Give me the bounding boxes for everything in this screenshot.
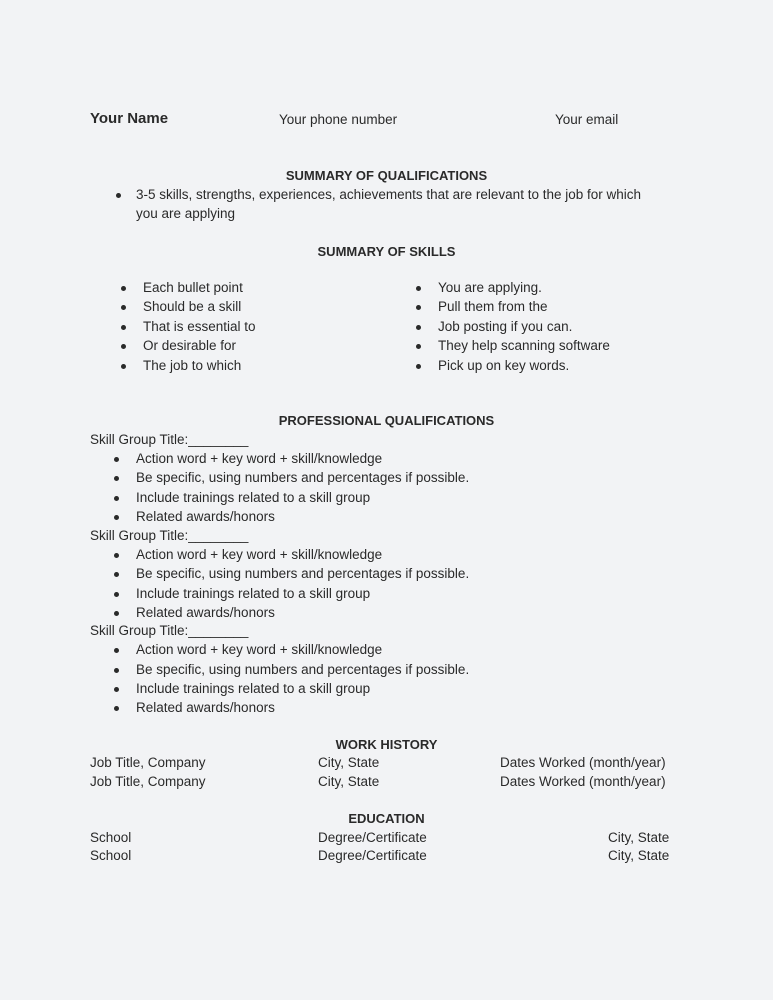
section-title-professional-qualifications: PROFESSIONAL QUALIFICATIONS (278, 413, 495, 428)
bullet-icon (114, 572, 119, 577)
job-dates: Dates Worked (month/year) (500, 774, 666, 789)
skill-item: Each bullet point (143, 280, 243, 295)
phone-number: Your phone number (279, 112, 398, 127)
qualification-bullet: Include trainings related to a skill group (136, 586, 371, 601)
skill-item: Pull them from the (438, 299, 548, 314)
skill-group-title: Skill Group Title:________ (90, 432, 249, 447)
qualification-line: 3-5 skills, strengths, experiences, achievements that are relevant to the job for which (136, 187, 642, 202)
bullet-icon (114, 668, 119, 673)
bullet-icon (114, 457, 119, 462)
bullet-icon (121, 344, 126, 349)
qualification-bullet: Related awards/honors (136, 605, 275, 620)
bullet-icon (121, 305, 126, 310)
skill-item: You are applying. (438, 280, 542, 295)
qualification-bullet: Action word + key word + skill/knowledge (136, 642, 383, 657)
qualification-bullet: Be specific, using numbers and percentages if possible. (136, 566, 470, 581)
bullet-icon (114, 476, 119, 481)
qualification-bullet: Include trainings related to a skill group (136, 490, 371, 505)
qualification-bullet: Be specific, using numbers and percentages if possible. (136, 662, 470, 677)
skill-item: They help scanning software (438, 338, 610, 353)
skill-group-title: Skill Group Title:________ (90, 623, 249, 638)
bullet-icon (416, 286, 421, 291)
bullet-icon (114, 496, 119, 501)
bullet-icon (114, 648, 119, 653)
bullet-icon (416, 325, 421, 330)
skill-group-title: Skill Group Title:________ (90, 528, 249, 543)
school: School (90, 848, 132, 863)
section-title-summary-skills: SUMMARY OF SKILLS (317, 244, 456, 259)
skill-item: The job to which (143, 358, 242, 373)
qualification-bullet: Action word + key word + skill/knowledge (136, 547, 383, 562)
section-title-summary-qualifications: SUMMARY OF QUALIFICATIONS (285, 168, 488, 183)
bullet-icon (121, 364, 126, 369)
job-dates: Dates Worked (month/year) (500, 755, 666, 770)
degree: Degree/Certificate (318, 848, 427, 863)
bullet-icon (416, 364, 421, 369)
qualification-bullet: Be specific, using numbers and percentages if possible. (136, 470, 470, 485)
skill-item: Pick up on key words. (438, 358, 570, 373)
email: Your email (555, 112, 619, 127)
qualification-bullet: Include trainings related to a skill group (136, 681, 371, 696)
qualification-bullet: Action word + key word + skill/knowledge (136, 451, 383, 466)
bullet-icon (114, 687, 119, 692)
skill-item: That is essential to (143, 319, 256, 334)
job-title-company: Job Title, Company (90, 755, 206, 770)
school-location: City, State (608, 848, 670, 863)
section-title-education: EDUCATION (348, 811, 425, 826)
bullet-icon (114, 553, 119, 558)
job-location: City, State (318, 774, 380, 789)
bullet-icon (114, 706, 119, 711)
qualification-line: you are applying (136, 206, 236, 221)
bullet-icon (114, 592, 119, 597)
job-location: City, State (318, 755, 380, 770)
school-location: City, State (608, 830, 670, 845)
bullet-icon (121, 286, 126, 291)
qualification-bullet: Related awards/honors (136, 509, 275, 524)
bullet-icon (416, 344, 421, 349)
skill-item: Job posting if you can. (438, 319, 573, 334)
skill-item: Or desirable for (143, 338, 237, 353)
bullet-icon (114, 515, 119, 520)
qualification-bullet: Related awards/honors (136, 700, 275, 715)
bullet-icon (116, 193, 121, 198)
bullet-icon (121, 325, 126, 330)
section-title-work-history: WORK HISTORY (335, 737, 438, 752)
degree: Degree/Certificate (318, 830, 427, 845)
bullet-icon (416, 305, 421, 310)
bullet-icon (114, 611, 119, 616)
your-name: Your Name (90, 110, 169, 127)
job-title-company: Job Title, Company (90, 774, 206, 789)
school: School (90, 830, 132, 845)
skill-item: Should be a skill (143, 299, 242, 314)
